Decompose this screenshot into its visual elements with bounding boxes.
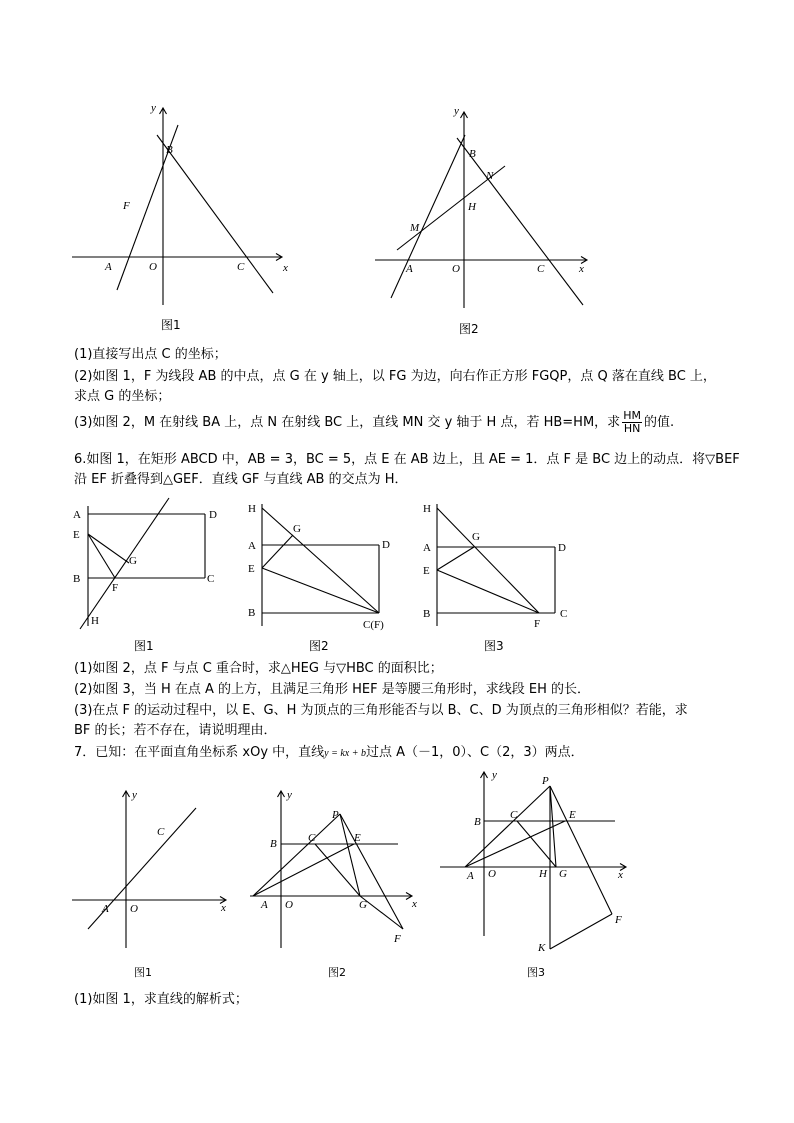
label-c: C bbox=[308, 832, 316, 844]
label-g: G bbox=[559, 868, 567, 880]
label-x: x bbox=[618, 869, 623, 881]
label-d: D bbox=[382, 539, 390, 551]
label-x: x bbox=[579, 263, 584, 275]
q6-figure-3 bbox=[412, 496, 582, 636]
segment-kf bbox=[550, 914, 612, 949]
label-e: E bbox=[423, 565, 430, 577]
q7-line1 bbox=[74, 744, 584, 762]
q6-figure-2 bbox=[238, 496, 408, 636]
segment-hc bbox=[262, 508, 379, 613]
label-y: y bbox=[454, 105, 459, 117]
label-b: B bbox=[73, 573, 81, 585]
label-y: y bbox=[287, 789, 292, 801]
q7-part1: (1)如图 1，求直线的解析式； bbox=[74, 992, 248, 1007]
label-g: G bbox=[359, 899, 367, 911]
label-f: F bbox=[123, 200, 130, 212]
q7-figure-1-caption: 图1 bbox=[134, 966, 152, 979]
label-h: H bbox=[539, 868, 547, 880]
label-b: B bbox=[469, 148, 476, 160]
label-c-f: C(F) bbox=[363, 619, 384, 631]
q5-part3 bbox=[74, 410, 674, 435]
line-bc bbox=[457, 138, 583, 305]
q6-part3-line1: (3)在点 F 的运动过程中，以 E、G、H 为顶点的三角形能否与以 B、C、D 为顶点的三角形相似？若能，求 bbox=[74, 703, 688, 718]
segment-eg bbox=[262, 535, 293, 568]
label-b: B bbox=[270, 838, 277, 850]
label-b: B bbox=[474, 816, 481, 828]
q7-formula: y = kx + b bbox=[324, 748, 366, 759]
label-c: C bbox=[510, 809, 518, 821]
segment-pg bbox=[550, 786, 556, 867]
label-g: G bbox=[293, 523, 301, 535]
label-e: E bbox=[569, 809, 576, 821]
label-f: F bbox=[534, 618, 541, 630]
q7-figure-2 bbox=[248, 786, 428, 956]
label-c: C bbox=[157, 826, 165, 838]
q6-line1: 6.如图 1，在矩形 ABCD 中，AB = 3，BC = 5，点 E 在 AB 边上，且 AE = 1．点 F 是 BC 边上的动点．将▽BEF bbox=[74, 452, 740, 467]
label-d: D bbox=[558, 542, 566, 554]
q6-figure-1-caption: 图1 bbox=[134, 639, 154, 653]
label-a: A bbox=[423, 542, 431, 554]
label-a: A bbox=[105, 261, 112, 273]
segment-pf bbox=[550, 786, 612, 914]
segment-pf bbox=[340, 814, 403, 929]
q6-part3-line2: BF 的长；若不存在，请说明理由． bbox=[74, 723, 277, 738]
label-c: C bbox=[237, 261, 245, 273]
label-h: H bbox=[423, 503, 431, 515]
q5-figure-1 bbox=[60, 95, 300, 310]
q6-figure-2-caption: 图2 bbox=[309, 639, 329, 653]
segment-eg bbox=[437, 547, 474, 570]
label-c: C bbox=[207, 573, 215, 585]
line-ae bbox=[253, 844, 354, 896]
label-n: N bbox=[486, 170, 494, 182]
label-y: y bbox=[151, 102, 156, 114]
label-e: E bbox=[354, 832, 361, 844]
label-m: M bbox=[410, 222, 420, 234]
q5-part1: (1)直接写出点 C 的坐标； bbox=[74, 347, 227, 362]
fraction-numerator: HM bbox=[623, 409, 641, 422]
label-h: H bbox=[248, 503, 256, 515]
q7-figure-3-caption: 图3 bbox=[527, 966, 545, 979]
q5-part2-line1: (2)如图 1，F 为线段 AB 的中点，点 G 在 y 轴上，以 FG 为边，向右作正方形 FGQP，点 Q 落在直线 BC 上， bbox=[74, 369, 716, 384]
label-p: P bbox=[542, 775, 549, 787]
label-d: D bbox=[209, 509, 217, 521]
segment-eg bbox=[88, 534, 129, 563]
label-b: B bbox=[166, 144, 173, 156]
line-ap bbox=[253, 814, 340, 896]
label-o: O bbox=[285, 899, 293, 911]
q7-figure-3 bbox=[438, 766, 638, 961]
label-f: F bbox=[394, 933, 401, 945]
fraction-denominator: HN bbox=[623, 422, 641, 435]
q7-text-before: 7．已知：在平面直角坐标系 xOy 中，直线 bbox=[74, 745, 325, 760]
q5-figure-2-caption: 图2 bbox=[459, 322, 479, 336]
label-a: A bbox=[73, 509, 81, 521]
label-y: y bbox=[492, 769, 497, 781]
label-a: A bbox=[261, 899, 268, 911]
q7-text-after: 过点 A（－1，0）、C（2，3）两点． bbox=[365, 745, 584, 760]
label-o: O bbox=[488, 868, 496, 880]
q6-part2: (2)如图 3，当 H 在点 A 的上方，且满足三角形 HEF 是等腰三角形时，求线段 EH 的长． bbox=[74, 682, 591, 697]
label-h: H bbox=[91, 615, 99, 627]
q5-fraction bbox=[622, 410, 642, 435]
label-o: O bbox=[452, 263, 460, 275]
label-f: F bbox=[615, 914, 622, 926]
label-e: E bbox=[73, 529, 80, 541]
segment-ef bbox=[88, 534, 115, 578]
q7-figure-1 bbox=[68, 786, 238, 956]
label-b: B bbox=[248, 607, 256, 619]
label-o: O bbox=[130, 903, 138, 915]
label-f: F bbox=[112, 582, 119, 594]
label-y: y bbox=[132, 789, 137, 801]
label-b: B bbox=[423, 608, 431, 620]
label-x: x bbox=[412, 898, 417, 910]
segment-ef bbox=[437, 570, 539, 613]
label-c: C bbox=[560, 608, 568, 620]
label-g: G bbox=[129, 555, 137, 567]
label-e: E bbox=[248, 563, 255, 575]
q7-figure-2-caption: 图2 bbox=[328, 966, 346, 979]
line-hg bbox=[80, 498, 169, 629]
q5-figure-1-caption: 图1 bbox=[161, 318, 181, 332]
label-a: A bbox=[406, 263, 413, 275]
segment-ec bbox=[262, 568, 379, 613]
q6-figure-3-caption: 图3 bbox=[484, 639, 504, 653]
q6-figure-1 bbox=[68, 496, 228, 636]
q6-part1: (1)如图 2，点 F 与点 C 重合时，求△HEG 与▽HBC 的面积比； bbox=[74, 661, 443, 676]
label-x: x bbox=[283, 262, 288, 274]
q5-part2-line2: 求点 G 的坐标； bbox=[74, 389, 171, 404]
q5-part3-tail: 的值. bbox=[643, 415, 675, 430]
label-a: A bbox=[102, 903, 109, 915]
label-g: G bbox=[472, 531, 480, 543]
label-p: P bbox=[332, 809, 339, 821]
label-o: O bbox=[149, 261, 157, 273]
label-x: x bbox=[221, 902, 226, 914]
label-k: K bbox=[538, 942, 546, 954]
label-h: H bbox=[468, 201, 476, 213]
q5-part3-text: (3)如图 2，M 在射线 BA 上，点 N 在射线 BC 上，直线 MN 交 y 轴于 H 点，若 HB=HM，求 bbox=[74, 415, 621, 430]
label-a: A bbox=[467, 870, 474, 882]
label-c: C bbox=[537, 263, 545, 275]
line-bc bbox=[157, 135, 273, 293]
q6-line2: 沿 EF 折叠得到△GEF．直线 GF 与直线 AB 的交点为 H． bbox=[74, 472, 408, 487]
label-a: A bbox=[248, 540, 256, 552]
q5-figure-2 bbox=[365, 100, 605, 315]
